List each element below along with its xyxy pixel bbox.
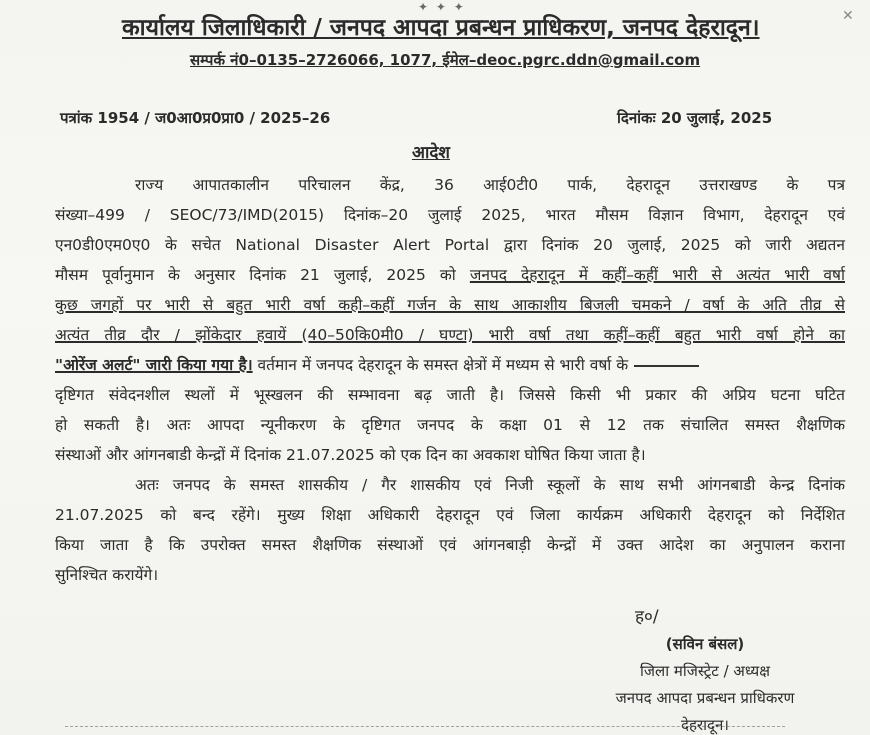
paragraph-line: दृष्टिगत संवेदनशील स्थलों में भूस्खलन की सम्भावना बढ़ जाती है। जिससे किसी भी प्रकार की अप्रिय घटना घटित (55, 386, 845, 404)
letter-date: दिनांकः 20 जुलाई, 2025 (617, 109, 773, 127)
signature-block (575, 604, 835, 735)
paragraph-line: संख्या–499 / SEOC/73/IMD(2015) दिनांक–20 जुलाई 2025, भारत मौसम विज्ञान विभाग, देहरादून एवं (55, 206, 845, 224)
paragraph-line (55, 290, 845, 320)
paragraph-line (55, 320, 845, 350)
paragraph-line: किया जाता है कि उपरोक्त समस्त शैक्षणिक संस्थाओं एवं आंगनबाड़ी केन्द्रों में उक्त आदेश का अनुपालन कराना (55, 536, 845, 554)
dash-mark (634, 365, 699, 367)
pin-mark: ✕ (842, 8, 854, 24)
order-paragraph-2 (55, 470, 845, 590)
signatory-designation: जिला मजिस्ट्रेट / अध्यक्ष (640, 662, 770, 680)
paragraph-line: 21.07.2025 को बन्द रहेंगे। मुख्य शिक्षा अधिकारी देहरादून एवं जिला कार्यक्रम अधिकारी देहरादून को निर्देशित (55, 506, 845, 524)
order-paragraph-1 (55, 170, 845, 470)
paragraph-text: वर्तमान में जनपद देहरादून के समस्त क्षेत्रों में मध्यम से भारी वर्षा के (252, 356, 629, 374)
paragraph-line: सुनिश्चित करायेंगे। (55, 566, 159, 584)
paragraph-text: मौसम पूर्वानुमान के अनुसार दिनांक 21 जुलाई, 2025 को (55, 266, 470, 284)
order-title: आदेश (412, 143, 450, 163)
underlined-alert-text: अत्यंत तीव्र दौर / झोंकेदार हवायें (40–50कि0मी0 / घण्टा) भारी वर्षा तथा कहीं–कहीं बहुत भारी वर्षा होने का (55, 326, 845, 344)
header-ornament: ✦ ✦ ✦ (418, 0, 466, 14)
paragraph-line: राज्य आपातकालीन परिचालन केंद्र, 36 आई0टी0 पार्क, देहरादून उत्तराखण्ड के पत्र (135, 176, 845, 194)
cut-off-line (65, 726, 785, 735)
office-header: कार्यालय जिलाधिकारी / जनपद आपदा प्रबन्धन प्राधिकरण, जनपद देहरादून। (122, 15, 760, 41)
paragraph-line (55, 350, 845, 380)
paragraph-line: अतः जनपद के समस्त शासकीय / गैर शासकीय एवं निजी स्कूलों के साथ सभी आंगनबाडी केन्द्र दिनांक (135, 476, 845, 494)
paragraph-line: हो सकती है। अतः आपदा न्यूनीकरण के दृष्टिगत जनपद के कक्षा 01 से 12 तक संचालित समस्त शैक्षणिक (55, 416, 845, 434)
signatory-authority: जनपद आपदा प्रबन्धन प्राधिकरण (615, 689, 795, 707)
signatory-place: देहरादून। (681, 716, 729, 734)
underlined-alert-text: कुछ जगहों पर भारी से बहुत भारी वर्षा कही–कहीं गर्जन के साथ आकाशीय बिजली चमकने / वर्षा के अति तीव्र से (55, 296, 845, 314)
orange-alert-text: "ओरेंज अलर्ट" जारी किया गया है। (55, 356, 253, 374)
contact-line: सम्पर्क नं0–0135–2726066, 1077, ईमेल–deoc.pgrc.ddn@gmail.com (190, 51, 701, 69)
paragraph-line: एन0डी0एम0ए0 के सचेत National Disaster Alert Portal द्वारा दिनांक 20 जुलाई, 2025 को जारी अद्यतन (55, 236, 845, 254)
paragraph-line (55, 260, 845, 290)
signed-mark: ह०/ (635, 607, 659, 627)
paragraph-line: संस्थाओं और आंगनबाडी केन्द्रों में दिनांक 21.07.2025 को एक दिन का अवकाश घोषित किया जाता है। (55, 446, 646, 464)
letter-number: पत्रांक 1954 / ज0आ0प्र0प्रा0 / 2025–26 (60, 109, 331, 127)
underlined-alert-text: जनपद देहरादून में कहीं–कहीं भारी से अत्यंत भारी वर्षा (469, 266, 845, 284)
signatory-name: (सविन बंसल) (665, 635, 745, 653)
